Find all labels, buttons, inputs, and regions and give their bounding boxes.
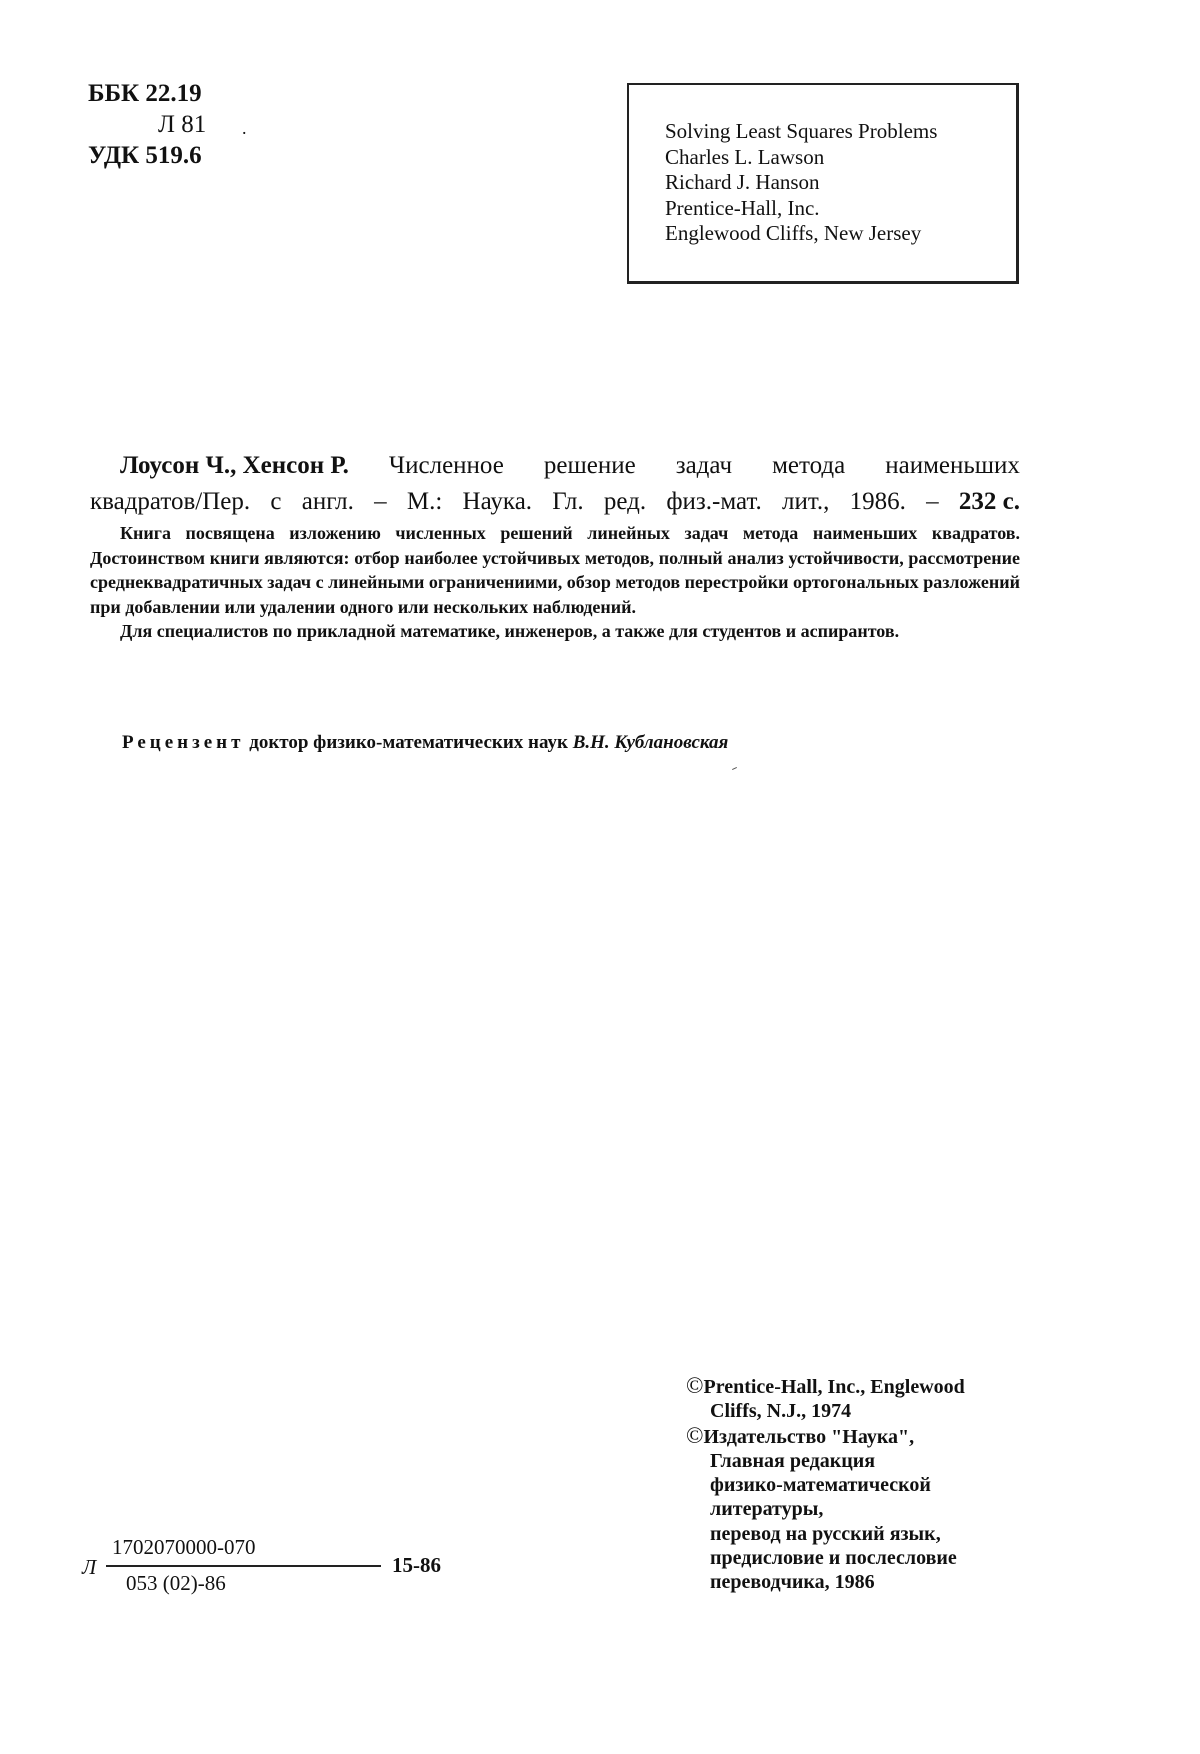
copyright-line-8: предисловие и послесловие	[710, 1547, 957, 1570]
bbk-code: ББК 22.19	[88, 80, 202, 107]
original-place: Englewood Cliffs, New Jersey	[665, 221, 922, 245]
bibliographic-entry	[90, 448, 1020, 520]
bib-line-2	[90, 484, 1020, 520]
copyright-icon: ©	[686, 1422, 704, 1448]
original-publisher: Prentice-Hall, Inc.	[665, 195, 820, 220]
copyright-line-4: Главная редакция	[710, 1449, 876, 1472]
bib-authors: Лоусон Ч., Хенсон Р.	[120, 452, 349, 479]
bib-pages: 232 с.	[958, 488, 1020, 515]
index-code-denominator: 053 (02)-86	[126, 1571, 226, 1595]
copyright-line-2: Cliffs, N.J., 1974	[710, 1400, 852, 1423]
original-title: Solving Least Squares Problems	[665, 119, 938, 143]
stray-mark: .	[242, 118, 247, 138]
original-author-1: Charles L. Lawson	[665, 144, 825, 169]
index-code-numerator: 1702070000-070	[112, 1535, 256, 1559]
bib-word: решение	[543, 452, 636, 479]
annotation-paragraph-2: Для специалистов по прикладной математике, инженеров, а также для студентов и аспирантов.	[120, 621, 900, 641]
classification-block	[88, 78, 206, 171]
copyright-line-5: физико-математической	[710, 1474, 931, 1497]
copyright-line-3: ©Издательство "Наука",	[686, 1422, 915, 1448]
bib-word: наименьших	[885, 452, 1020, 479]
copyright-block	[686, 1374, 965, 1595]
bib-word: Гл.	[552, 488, 584, 515]
bib-word: с	[270, 488, 282, 515]
annotation-paragraph-1: Книга посвящена изложению численных решений линейных задач метода наименьших квадратов. Достоинством книги являются: отбор наиболее устойчивых методов, полный анализ устойчивости, рассмотрение среднеквадратичных задач с линейными ограничениими, обзор методов перестройки ортогональных разложений при добавлении или удалении одного или нескольких наблюдений.	[90, 523, 1020, 617]
bib-word: квадратов/Пер.	[90, 488, 251, 515]
index-code-suffix: 15-86	[392, 1553, 441, 1577]
reviewer-name: В.Н. Кублановская	[572, 732, 729, 753]
bib-word: ред.	[603, 488, 647, 515]
bib-word: 1986.	[849, 488, 906, 515]
reviewer-line	[122, 732, 728, 754]
bib-word: Наука.	[462, 488, 533, 515]
bib-word: физ.-мат.	[666, 488, 762, 515]
bib-word: задач	[675, 452, 733, 479]
stray-tick-mark	[732, 767, 737, 770]
bib-word: лит.,	[781, 488, 830, 515]
bib-word: англ.	[301, 488, 354, 515]
copyright-line-6: литературы,	[710, 1498, 824, 1521]
copyright-icon: ©	[686, 1373, 704, 1398]
original-author-2: Richard J. Hanson	[665, 170, 820, 194]
fraction-rule	[106, 1565, 381, 1567]
original-edition-box	[627, 83, 1019, 284]
copyright-line-9: переводчика, 1986	[710, 1571, 875, 1594]
copyright-line-7: перевод на русский язык,	[710, 1522, 941, 1545]
index-code-letter: Л	[82, 1555, 97, 1579]
bib-word: М.:	[406, 488, 443, 515]
reviewer-label: Рецензент	[122, 732, 245, 753]
copyright-line-1: ©Prentice-Hall, Inc., Englewood	[686, 1373, 965, 1398]
bib-line-1	[90, 448, 1020, 484]
annotation	[90, 521, 1020, 644]
bib-word: Численное	[388, 452, 504, 479]
bib-word: –	[374, 488, 387, 515]
bib-word: метода	[772, 452, 846, 479]
bib-word: –	[926, 488, 939, 515]
reviewer-degree: доктор физико-математических наук	[249, 732, 568, 753]
udk-code: УДК 519.6	[88, 142, 202, 169]
author-mark: Л 81	[158, 111, 207, 138]
